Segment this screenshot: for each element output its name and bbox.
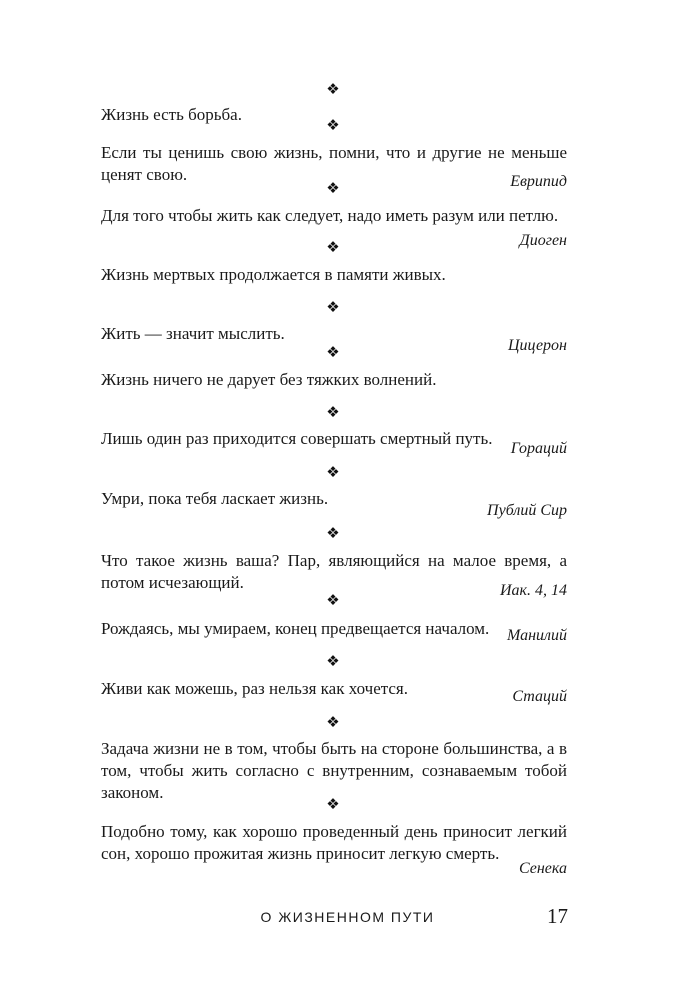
quote-author: Иак. 4, 14 bbox=[499, 582, 567, 599]
page-number: 17 bbox=[547, 904, 568, 928]
quote-author: Манилий bbox=[506, 627, 567, 644]
ornament-divider: ❖ bbox=[326, 524, 340, 542]
ornament-divider: ❖ bbox=[326, 80, 340, 98]
quote-author: Сенека bbox=[518, 860, 567, 877]
ornament-divider: ❖ bbox=[326, 298, 340, 316]
quote-text: Жизнь мертвых продолжается в памяти живых. bbox=[101, 265, 446, 284]
quote-text: Если ты ценишь свою жизнь, помни, что и другие не меньше ценят свою. bbox=[101, 143, 567, 184]
quote-author: Публий Сир bbox=[487, 502, 567, 519]
ornament-divider: ❖ bbox=[326, 652, 340, 670]
ornament-divider: ❖ bbox=[326, 463, 340, 481]
quote-text: Жизнь ничего не дарует без тяжких волнений. bbox=[101, 370, 437, 389]
running-title: О ЖИЗНЕННОМ ПУТИ bbox=[260, 909, 435, 925]
quote-text: Что такое жизнь ваша? Пар, являющийся на малое время, а потом исчезающий. bbox=[101, 551, 567, 592]
quote-author: Гораций bbox=[510, 440, 567, 457]
quote-author: Цицерон bbox=[508, 337, 567, 354]
quote-text: Жизнь есть борьба. bbox=[101, 105, 242, 124]
ornament-divider: ❖ bbox=[326, 343, 340, 361]
quote-author: Диоген bbox=[519, 232, 567, 249]
quote-text: Задача жизни не в том, чтобы быть на стороне большинства, а в том, чтобы жить согласно с внутренним, сознаваемым тобой законом. bbox=[101, 739, 567, 802]
quote-text: Для того чтобы жить как следует, надо иметь разум или петлю. bbox=[101, 206, 559, 225]
ornament-divider: ❖ bbox=[326, 179, 340, 197]
ornament-divider: ❖ bbox=[326, 403, 340, 421]
ornament-divider: ❖ bbox=[326, 591, 340, 609]
quote-author: Еврипид bbox=[510, 173, 567, 190]
quote-text: Лишь один раз приходится совершать смертный путь. bbox=[101, 429, 493, 448]
quote-text: Умри, пока тебя ласкает жизнь. bbox=[101, 489, 329, 508]
ornament-divider: ❖ bbox=[326, 713, 340, 731]
quote-text: Живи как можешь, раз нельзя как хочется. bbox=[101, 679, 408, 698]
quote-text: Жить — значит мыслить. bbox=[101, 324, 285, 343]
ornament-divider: ❖ bbox=[326, 238, 340, 256]
quote-text: Подобно тому, как хорошо проведенный день приносит легкий сон, хорошо прожитая жизнь приносит легкую смерть. bbox=[101, 822, 567, 863]
quote-text: Рождаясь, мы умираем, конец предвещается началом. bbox=[101, 619, 490, 638]
quote-author: Стаций bbox=[512, 688, 567, 705]
ornament-divider: ❖ bbox=[326, 795, 340, 813]
ornament-divider: ❖ bbox=[326, 116, 340, 134]
